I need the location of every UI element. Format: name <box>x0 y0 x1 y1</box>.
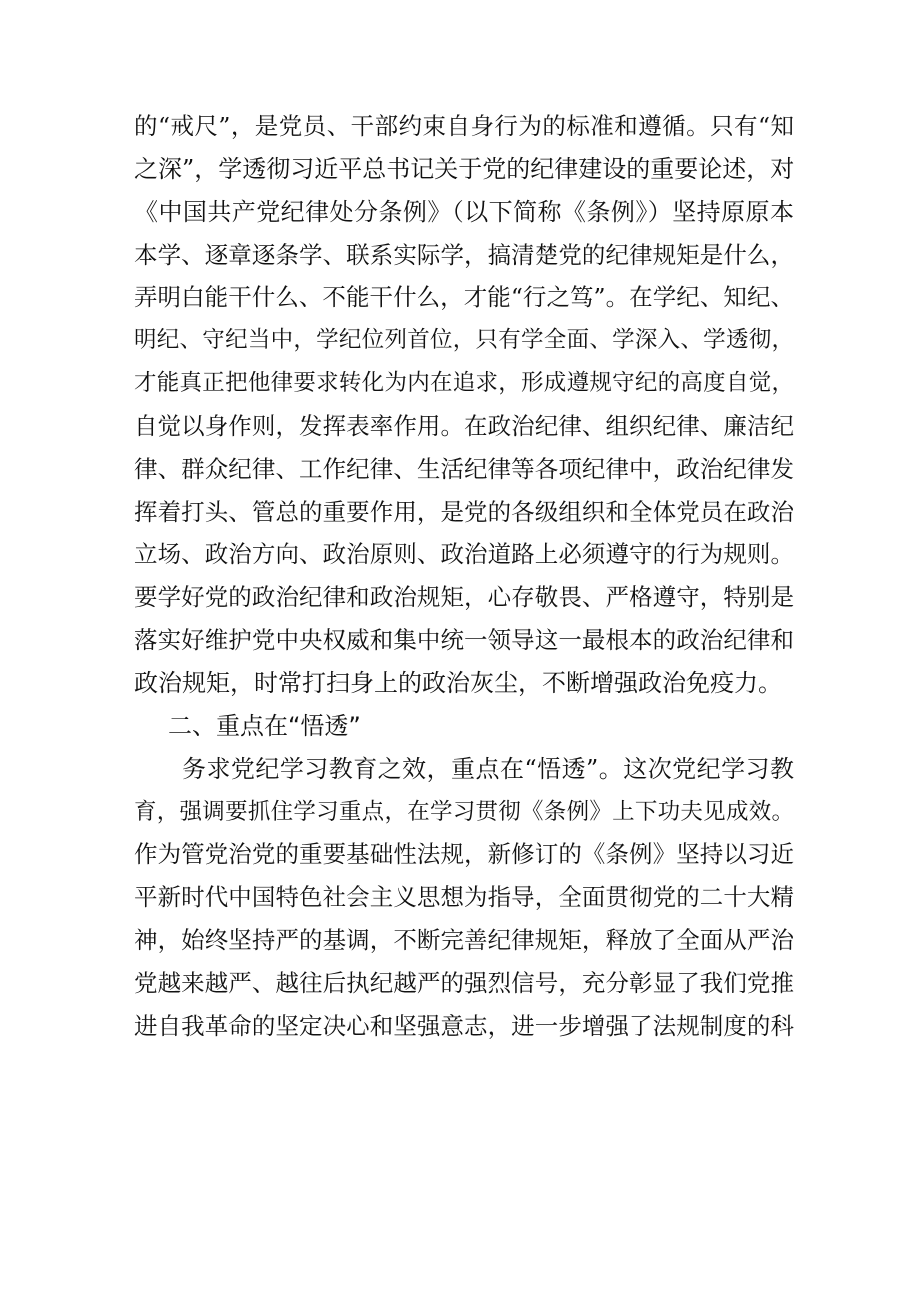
text-line: 党越来越严、越往后执纪越严的强烈信号，充分彰显了我们党推 <box>134 968 794 997</box>
text-line: 律、群众纪律、工作纪律、生活纪律等各项纪律中，政治纪律发 <box>134 454 794 483</box>
text-line: 弄明白能干什么、不能干什么，才能“行之笃”。在学纪、知纪、 <box>134 283 794 312</box>
text-line: 自觉以身作则，发挥表率作用。在政治纪律、组织纪律、廉洁纪 <box>134 411 794 440</box>
text-line: 立场、政治方向、政治原则、政治道路上必须遵守的行为规则。 <box>134 540 794 569</box>
text-line: 平新时代中国特色社会主义思想为指导，全面贯彻党的二十大精 <box>134 883 794 912</box>
text-line: 政治规矩，时常打扫身上的政治灰尘，不断增强政治免疫力。 <box>134 668 782 697</box>
text-line: 明纪、守纪当中，学纪位列首位，只有学全面、学深入、学透彻， <box>134 327 794 354</box>
section-heading: 二、重点在“悟透” <box>168 711 361 740</box>
text-line: 本学、逐章逐条学、联系实际学，搞清楚党的纪律规矩是什么， <box>134 240 794 269</box>
text-line: 育，强调要抓住学习重点，在学习贯彻《条例》上下功夫见成效。 <box>134 798 794 825</box>
text-line: 《中国共产党纪律处分条例》（以下简称《条例》）坚持原原本 <box>134 197 794 226</box>
paragraph-2 <box>134 748 794 1048</box>
text-line: 作为管党治党的重要基础性法规，新修订的《条例》坚持以习近 <box>134 840 794 869</box>
paragraph-1 <box>134 105 794 705</box>
text-line: 的“戒尺”，是党员、干部约束自身行为的标准和遵循。只有“知 <box>134 112 794 140</box>
document-body <box>134 105 794 1048</box>
text-line: 神，始终坚持严的基调，不断完善纪律规矩，释放了全面从严治 <box>134 926 794 955</box>
text-line: 落实好维护党中央权威和集中统一领导这一最根本的政治纪律和 <box>134 626 794 655</box>
text-line: 进自我革命的坚定决心和坚强意志，进一步增强了法规制度的科 <box>134 1011 794 1040</box>
text-line: 要学好党的政治纪律和政治规矩，心存敬畏、严格遵守，特别是 <box>134 583 794 612</box>
text-line: 才能真正把他律要求转化为内在追求，形成遵规守纪的高度自觉， <box>134 370 794 397</box>
text-line: 务求党纪学习教育之效，重点在“悟透”。这次党纪学习教 <box>182 754 794 783</box>
text-line: 挥着打头、管总的重要作用，是党的各级组织和全体党员在政治 <box>134 497 794 526</box>
text-line: 之深”，学透彻习近平总书记关于党的纪律建设的重要论述，对 <box>134 154 795 183</box>
